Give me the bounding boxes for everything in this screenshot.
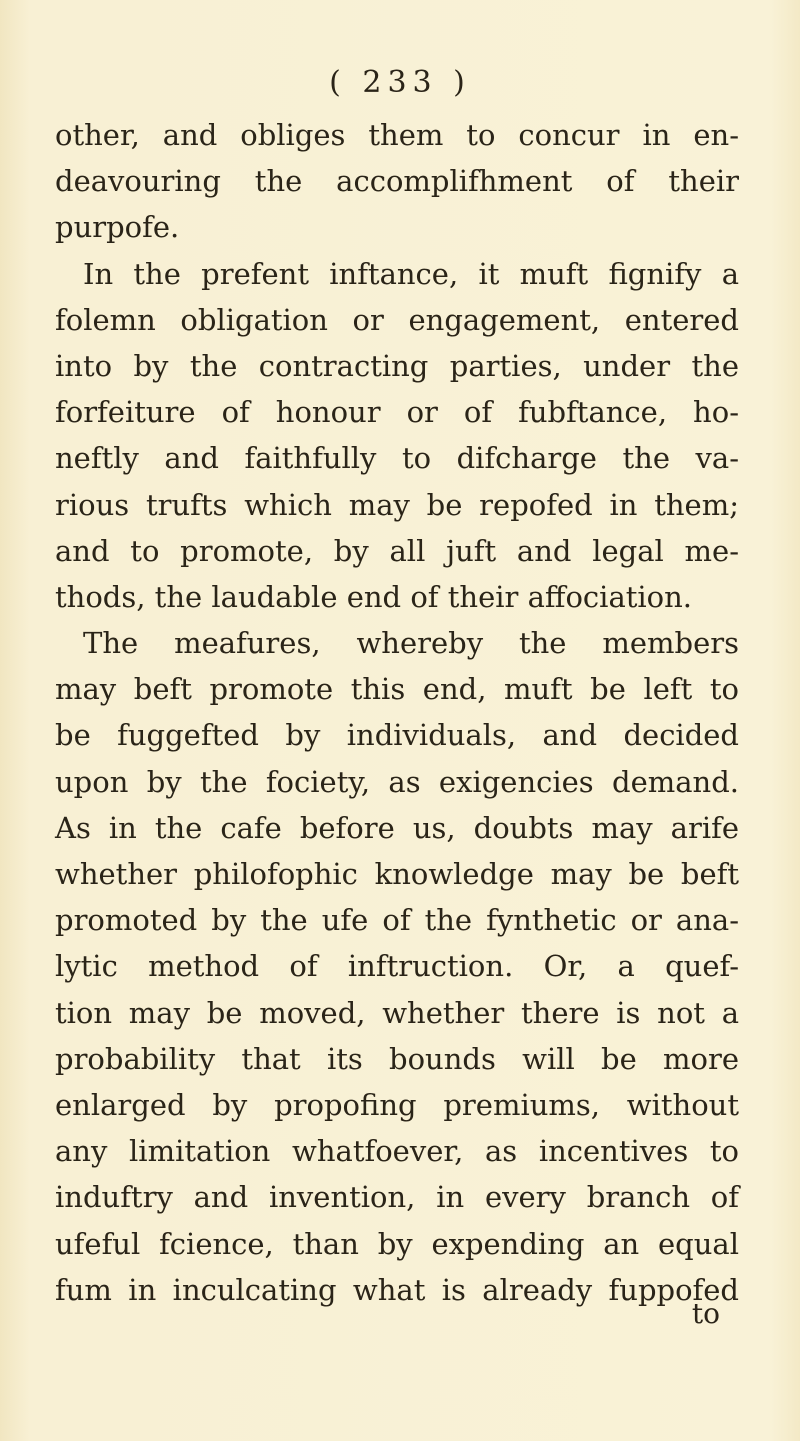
text-line: folemn obligation or engagement, entered [55, 302, 739, 337]
text-line: tion may be moved, whether there is not a [55, 995, 739, 1030]
text-line: purpofe. [55, 210, 180, 245]
text-line: any limitation whatfoever, as incentives to [55, 1134, 739, 1169]
text-line: fum in inculcating what is already fuppofed [55, 1272, 739, 1307]
text-line: and to promote, by all juft and legal me- [55, 533, 739, 568]
body-text [55, 112, 739, 1313]
text-line: whether philofophic knowledge may be beft [55, 857, 739, 891]
text-line: induftry and invention, in every branch of [55, 1180, 739, 1215]
text-line: ufeful fcience, than by expending an equal [55, 1226, 739, 1261]
text-line: other, and obliges them to concur in en- [55, 118, 739, 152]
text-line: forfeiture of honour or of fubftance, ho- [55, 395, 739, 430]
text-line: enlarged by propofing premiums, without [55, 1087, 739, 1122]
catchword: to [691, 1297, 720, 1330]
text-line: The meafures, whereby the members [83, 626, 739, 661]
text-line: probability that its bounds will be more [55, 1041, 739, 1076]
text-line: lytic method of inftruction. Or, a quef- [55, 949, 739, 984]
text-line: be fuggefted by individuals, and decided [55, 718, 739, 753]
text-line: into by the contracting parties, under the [55, 348, 739, 383]
text-line: rious trufts which may be repofed in them; [55, 487, 739, 522]
text-line: upon by the fociety, as exigencies demand. [55, 764, 739, 799]
text-line: thods, the laudable end of their affociation. [55, 579, 693, 614]
text-line: As in the cafe before us, doubts may arife [55, 810, 739, 845]
text-line: In the prefent inftance, it muft fignify a [83, 256, 739, 291]
text-line: promoted by the ufe of the fynthetic or ana- [55, 903, 739, 938]
text-line: neftly and faithfully to difcharge the va- [55, 441, 739, 476]
text-line: may beft promote this end, muft be left to [55, 672, 739, 707]
page-number: ( 233 ) [329, 65, 471, 100]
text-line: deavouring the accomplifhment of their [55, 164, 739, 199]
